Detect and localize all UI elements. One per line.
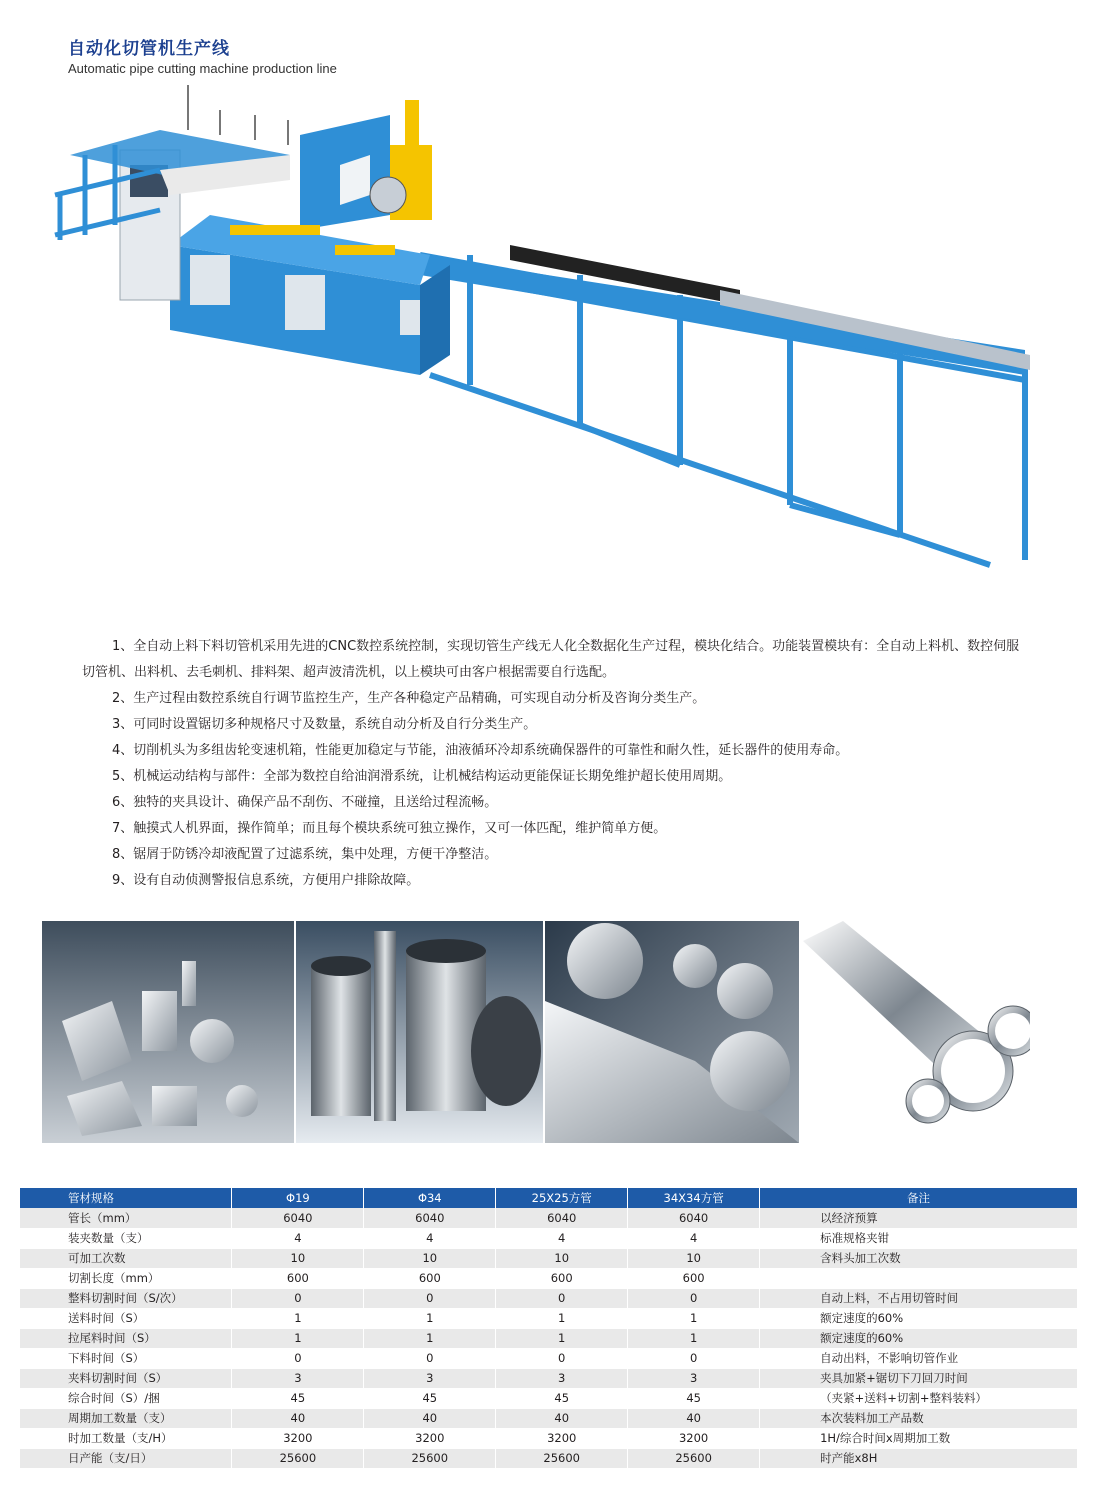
- row-label: 管长（mm）: [20, 1208, 232, 1228]
- value-cell: 25600: [364, 1448, 496, 1468]
- feature-item: 9、设有自动侦测警报信息系统，方便用户排除故障。: [112, 873, 420, 888]
- row-label: 夹料切割时间（S）: [20, 1368, 232, 1388]
- value-cell: 3200: [364, 1428, 496, 1448]
- value-cell: 4: [364, 1228, 496, 1248]
- row-label: 整料切割时间（S/次）: [20, 1288, 232, 1308]
- value-cell: 0: [364, 1348, 496, 1368]
- note-cell: 夹具加紧+锯切下刀回刀时间: [760, 1368, 1078, 1388]
- value-cell: 1: [364, 1308, 496, 1328]
- column-header: 管材规格: [20, 1188, 232, 1208]
- value-cell: 600: [628, 1268, 760, 1288]
- value-cell: 25600: [628, 1448, 760, 1468]
- column-header: Φ19: [232, 1188, 364, 1208]
- value-cell: 4: [628, 1228, 760, 1248]
- value-cell: 40: [496, 1408, 628, 1428]
- table-row: [20, 1368, 1078, 1388]
- table-row: [20, 1408, 1078, 1428]
- table-row: [20, 1228, 1078, 1248]
- value-cell: 600: [364, 1268, 496, 1288]
- table-header-row: [20, 1188, 1078, 1208]
- product-photo-strip: [42, 921, 799, 1143]
- value-cell: 4: [232, 1228, 364, 1248]
- feature-item: 7、触摸式人机界面，操作简单；而且每个模块系统可独立操作，又可一体匹配，维护简单方便。: [112, 821, 667, 836]
- column-header: 25X25方管: [496, 1188, 628, 1208]
- value-cell: 3: [232, 1368, 364, 1388]
- feature-item: 4、切削机头为多组齿轮变速机箱，性能更加稳定与节能，油液循环冷却系统确保器件的可靠性和耐久性，延长器件的使用寿命。: [112, 743, 849, 758]
- note-cell: 1H/综合时间x周期加工数: [760, 1428, 1078, 1448]
- value-cell: 1: [628, 1328, 760, 1348]
- value-cell: 3: [364, 1368, 496, 1388]
- value-cell: 0: [496, 1288, 628, 1308]
- feature-item: 8、锯屑于防锈冷却液配置了过滤系统，集中处理，方便干净整洁。: [112, 847, 498, 862]
- spec-table: [20, 1188, 1078, 1469]
- value-cell: 3: [628, 1368, 760, 1388]
- value-cell: 1: [364, 1328, 496, 1348]
- value-cell: 40: [628, 1408, 760, 1428]
- value-cell: 25600: [496, 1448, 628, 1468]
- feature-item: 6、独特的夹具设计、确保产品不刮伤、不碰撞，且送给过程流畅。: [112, 795, 498, 810]
- value-cell: 600: [496, 1268, 628, 1288]
- table-row: [20, 1208, 1078, 1228]
- note-cell: 额定速度的60%: [760, 1308, 1078, 1328]
- row-label: 时加工数量（支/H）: [20, 1428, 232, 1448]
- note-cell: 自动出料，不影响切管作业: [760, 1348, 1078, 1368]
- column-header: Φ34: [364, 1188, 496, 1208]
- note-cell: 本次装料加工产品数: [760, 1408, 1078, 1428]
- table-row: [20, 1328, 1078, 1348]
- row-label: 切割长度（mm）: [20, 1268, 232, 1288]
- table-row: [20, 1288, 1078, 1308]
- value-cell: 10: [496, 1248, 628, 1268]
- note-cell: （夹紧+送料+切割+整料装料）: [760, 1388, 1078, 1408]
- table-row: [20, 1308, 1078, 1328]
- note-cell: [760, 1268, 1078, 1288]
- column-header: 备注: [760, 1188, 1078, 1208]
- value-cell: 45: [628, 1388, 760, 1408]
- value-cell: 0: [628, 1348, 760, 1368]
- table-row: [20, 1388, 1078, 1408]
- feature-item: 2、生产过程由数控系统自行调节监控生产，生产各种稳定产品精确，可实现自动分析及咨询分类生产。: [112, 691, 706, 706]
- feature-item: 1、全自动上料下料切管机采用先进的CNC数控系统控制，实现切管生产线无人化全数据化生产过程，模块化结合。功能装置模块有：全自动上料机、数控伺服切管机、出料机、去毛刺机、排料架、超声波清洗机，以上模块可由客户根据需要自行选配。: [82, 639, 1020, 680]
- row-label: 周期加工数量（支）: [20, 1408, 232, 1428]
- page-subtitle: Automatic pipe cutting machine production line: [68, 61, 337, 76]
- feature-item: 5、机械运动结构与部件：全部为数控自给油润滑系统，让机械结构运动更能保证长期免维护超长使用周期。: [112, 769, 732, 784]
- value-cell: 1: [628, 1308, 760, 1328]
- note-cell: 额定速度的60%: [760, 1328, 1078, 1348]
- value-cell: 10: [232, 1248, 364, 1268]
- value-cell: 6040: [364, 1208, 496, 1228]
- value-cell: 1: [496, 1308, 628, 1328]
- value-cell: 45: [364, 1388, 496, 1408]
- value-cell: 600: [232, 1268, 364, 1288]
- value-cell: 45: [496, 1388, 628, 1408]
- feature-item: 3、可同时设置锯切多种规格尺寸及数量，系统自动分析及自行分类生产。: [112, 717, 537, 732]
- row-label: 下料时间（S）: [20, 1348, 232, 1368]
- row-label: 综合时间（S）/捆: [20, 1388, 232, 1408]
- value-cell: 0: [232, 1348, 364, 1368]
- note-cell: 含料头加工次数: [760, 1248, 1078, 1268]
- row-label: 送料时间（S）: [20, 1308, 232, 1328]
- note-cell: 以经济预算: [760, 1208, 1078, 1228]
- value-cell: 40: [364, 1408, 496, 1428]
- row-label: 日产能（支/日）: [20, 1448, 232, 1468]
- stainless-pipes-photo: [803, 921, 1030, 1143]
- table-row: [20, 1268, 1078, 1288]
- note-cell: 自动上料，不占用切管时间: [760, 1288, 1078, 1308]
- value-cell: 1: [232, 1308, 364, 1328]
- row-label: 可加工次数: [20, 1248, 232, 1268]
- value-cell: 0: [232, 1288, 364, 1308]
- value-cell: 6040: [628, 1208, 760, 1228]
- value-cell: 1: [232, 1328, 364, 1348]
- value-cell: 0: [496, 1348, 628, 1368]
- value-cell: 0: [364, 1288, 496, 1308]
- value-cell: 10: [628, 1248, 760, 1268]
- row-label: 拉尾料时间（S）: [20, 1328, 232, 1348]
- row-label: 装夹数量（支）: [20, 1228, 232, 1248]
- value-cell: 45: [232, 1388, 364, 1408]
- value-cell: 3200: [496, 1428, 628, 1448]
- value-cell: 3: [496, 1368, 628, 1388]
- value-cell: 25600: [232, 1448, 364, 1468]
- value-cell: 6040: [232, 1208, 364, 1228]
- saw-blade-bars-photo: [545, 921, 799, 1143]
- note-cell: 标准规格夹钳: [760, 1228, 1078, 1248]
- note-cell: 时产能x8H: [760, 1448, 1078, 1468]
- value-cell: 10: [364, 1248, 496, 1268]
- table-row: [20, 1248, 1078, 1268]
- value-cell: 6040: [496, 1208, 628, 1228]
- machine-illustration: [40, 85, 1050, 585]
- value-cell: 3200: [232, 1428, 364, 1448]
- page-title: 自动化切管机生产线: [68, 39, 230, 59]
- table-row: [20, 1428, 1078, 1448]
- table-row: [20, 1348, 1078, 1368]
- feature-list: [82, 634, 1022, 894]
- value-cell: 40: [232, 1408, 364, 1428]
- value-cell: 1: [496, 1328, 628, 1348]
- column-header: 34X34方管: [628, 1188, 760, 1208]
- aluminum-profiles-photo: [42, 921, 294, 1143]
- table-row: [20, 1448, 1078, 1468]
- value-cell: 0: [628, 1288, 760, 1308]
- value-cell: 3200: [628, 1428, 760, 1448]
- value-cell: 4: [496, 1228, 628, 1248]
- steel-tubes-photo: [296, 921, 543, 1143]
